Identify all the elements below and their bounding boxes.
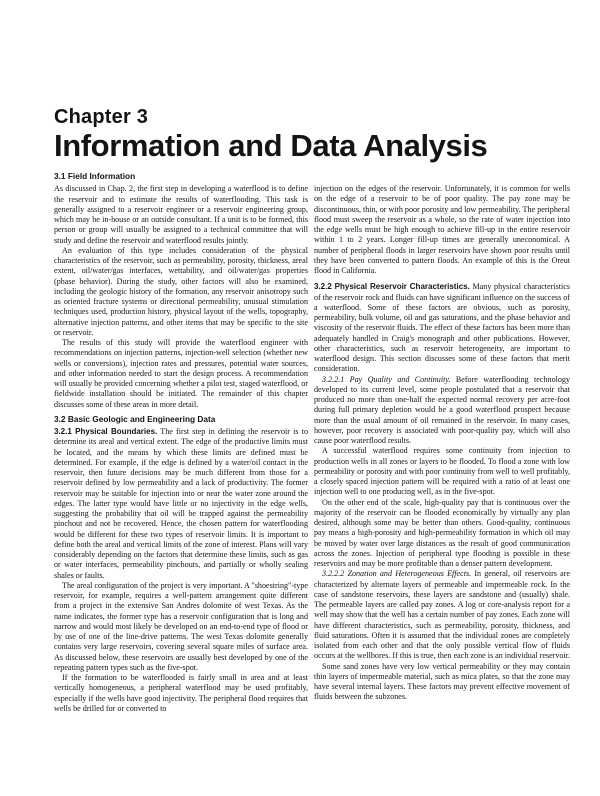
section-heading-3-2: 3.2 Basic Geologic and Engineering Data — [54, 413, 216, 424]
paragraph — [314, 375, 570, 447]
paragraph: A successful waterflood requires some continuity from injection to production wells in all zones or layers to be flooded. To flood a zone with low permeability or porosity and with poor continuity from well to well profitably, a closely spaced injection pattern will be required with a ratio of at least one injection well to one producing well, as in the five-spot. — [314, 446, 570, 497]
subsection-heading-3-2-2-2: 3.2.2.2 Zonation and Heterogeneous Effects. — [322, 569, 472, 579]
paragraph: injection on the edges of the reservoir. Unfortunately, it is common for wells on the edge of a reservoir to be of poor quality. The pay zone may be discontinuous, thin, or with poor porosity and low permeability. The peripheral flood must sweep the reservoir as a whole, so the rate of water injection into the edge wells must be high enough to achieve fill-up in the entire reservoir within 1 to 2 years. Longer fill-up times are generally uneconomical. A number of peripheral floods in larger reservoirs have shown poor results until they have been converted to pattern floods. An example of this is the Oreut flood in California. — [314, 184, 570, 275]
paragraph-text: Before waterflooding technology developed to its current level, some people postulated that a reservoir that produced no more than one-half the expected normal recovery per acre-foot during full primary depletion would be a good waterflood prospect because more than the usual amount of oil remained in the reservoir. In many cases, however, poor recovery is associated with poor-quality pay, which will also cause poor waterflood results. — [314, 374, 570, 445]
paragraph — [314, 569, 570, 661]
section-heading-3-1: 3.1 Field Information — [54, 171, 136, 181]
paragraph: As discussed in Chap. 2, the first step in developing a waterflood is to define the reservoir and to estimate the results of waterflooding. This task is generally assigned to a reservoir engineer or a reservoir engineering group, which may be in-house or an outside consultant. If a unit is to be formed, this person or group will usually be assigned to a technical committee that will study and define the reservoir and waterflood results jointly. — [54, 184, 308, 245]
paragraph: Some sand zones have very low vertical permeability or they may contain thin layers of impermeable material, such as mica plates, so that the zone may have several internal layers. These factors may prevent effective movement of fluids between the subzones. — [314, 661, 570, 702]
chapter-title: Information and Data Analysis — [54, 128, 488, 163]
paragraph: If the formation to be waterflooded is fairly small in area and at least vertically homogeneous, a peripheral waterflood may be used profitably, especially if the wells have good injectivity. The peripheral flood requires that wells be drilled for or converted to — [54, 673, 308, 713]
paragraph-text: Many physical characteristics of the reservoir rock and fluids can have significant influence on the success of a waterflood. Some of these factors are obvious, such as porosity, permeability, bulk volume, oil and gas saturations, and the phase behavior and viscosity of the reservoir fluids. The effect of these factors has been more than adequately handled in Craig's monograph and other publications. However, other characteristics, such as reservoir heterogeneity, are important to waterflood design. This section discusses some of these factors that merit consideration. — [314, 282, 570, 374]
subsection-heading-3-2-2-1: 3.2.2.1 Pay Quality and Continuity. — [322, 374, 451, 384]
paragraph — [54, 427, 308, 581]
paragraph: The areal configuration of the project is very important. A "shoestring"-type reservoir, for example, requires a well-pattern arrangement quite different from a project in the extensive San Andres dolomite of west Texas. As the name indicates, the former type has a reservoir configuration that is long and narrow and would most likely be developed on an end-to-end type of flood or by use of one of the line-drive patterns. The west Texas dolomite generally contains very large reservoirs, covering several square miles of surface area. As discussed below, these reservoirs are usually best developed by one of the repeating pattern types such as the five-spot. — [54, 580, 308, 672]
right-column — [314, 184, 570, 796]
subsection-heading-3-2-1: 3.2.1 Physical Boundaries. — [54, 427, 158, 436]
paragraph-text: In general, oil reservoirs are characterized by alternate layers of permeable and impermeable rock. In the case of sandstone reservoirs, these layers are sandstone and (usually) shale. The permeable layers are called pay zones. A log or core-analysis report for a well may show that the well has a certain number of pay zones. Each zone will have different characteristics, such as permeability, porosity, thickness, and fluid saturations. Often it is assumed that the individual zones are completely isolated from each other and that the only possible vertical flow of fluids occurs at the wellbores. If this is true, then each zone is an individual reservoir. — [314, 569, 570, 661]
paragraph: The results of this study will provide the waterflood engineer with recommendations on injection patterns, injection-well selection (whether new wells or conversions), injection rates and pressures, potential water sources, and other information needed to start the design process. A recommendation will usually be provided concerning whether a pilot test, staged waterflood, or fieldwide installation should be initiated. The remainder of this chapter discusses some of these areas in more detail. — [54, 338, 308, 409]
paragraph: An evaluation of this type includes consideration of the physical characteristics of the reservoir, such as permeability, porosity, thickness, areal extent, oil/water/gas interfaces, wettability, and oil/water/gas properties (phase behavior). During the study, other factors will also be examined, including the geologic history of the formation, any reservoir anisotropy such as oriented fracture systems or directional permeability, unusual stimulation techniques used, production history, physical layout of the wells, topography, alternative injection patterns, and other items that may be specific to the site or reservoir. — [54, 245, 308, 337]
subsection-heading-3-2-2: 3.2.2 Physical Reservoir Characteristics. — [314, 282, 470, 292]
left-column — [54, 171, 308, 783]
paragraph-text: The first step in defining the reservoir is to determine its areal and vertical extent. The edge of the productive limits must be located, and the means by which these limits are defined must be determined. For example, if the edge is defined by a water/oil contact in the reservoir, then future decisions may be much different from those for a reservoir defined by low permeability and a lack of productivity. The former reservoir may be suitable for injection into or near the water zone around the edges. The latter type would have little or no injectivity in the edge wells, suggesting the probability that oil will be trapped against the permeability pinchout and not be recovered. Hence, the chosen pattern for waterflooding would be different for these two types of reservoir limits. It is important to define both the areal and vertical limits of the zone of interest. Plans will vary considerably depending on the factors that determine these limits, such as gas or water interfaces, permeability pinchouts, and partially or wholly sealing shales or faults. — [54, 427, 308, 580]
chapter-label: Chapter 3 — [54, 106, 149, 128]
paragraph — [314, 282, 570, 374]
paragraph: On the other end of the scale, high-quality pay that is continuous over the majority of the reservoir can be flooded economically by virtually any plan desired, although some may be better than others. Good-quality, continuous pay means a high-porosity and high-permeability formation in which oil may be moved by water over large distances as the result of good communication across the zones. Injection of peripheral type flooding is possible in these reservoirs and may be more profitable than a denser pattern development. — [314, 497, 570, 568]
